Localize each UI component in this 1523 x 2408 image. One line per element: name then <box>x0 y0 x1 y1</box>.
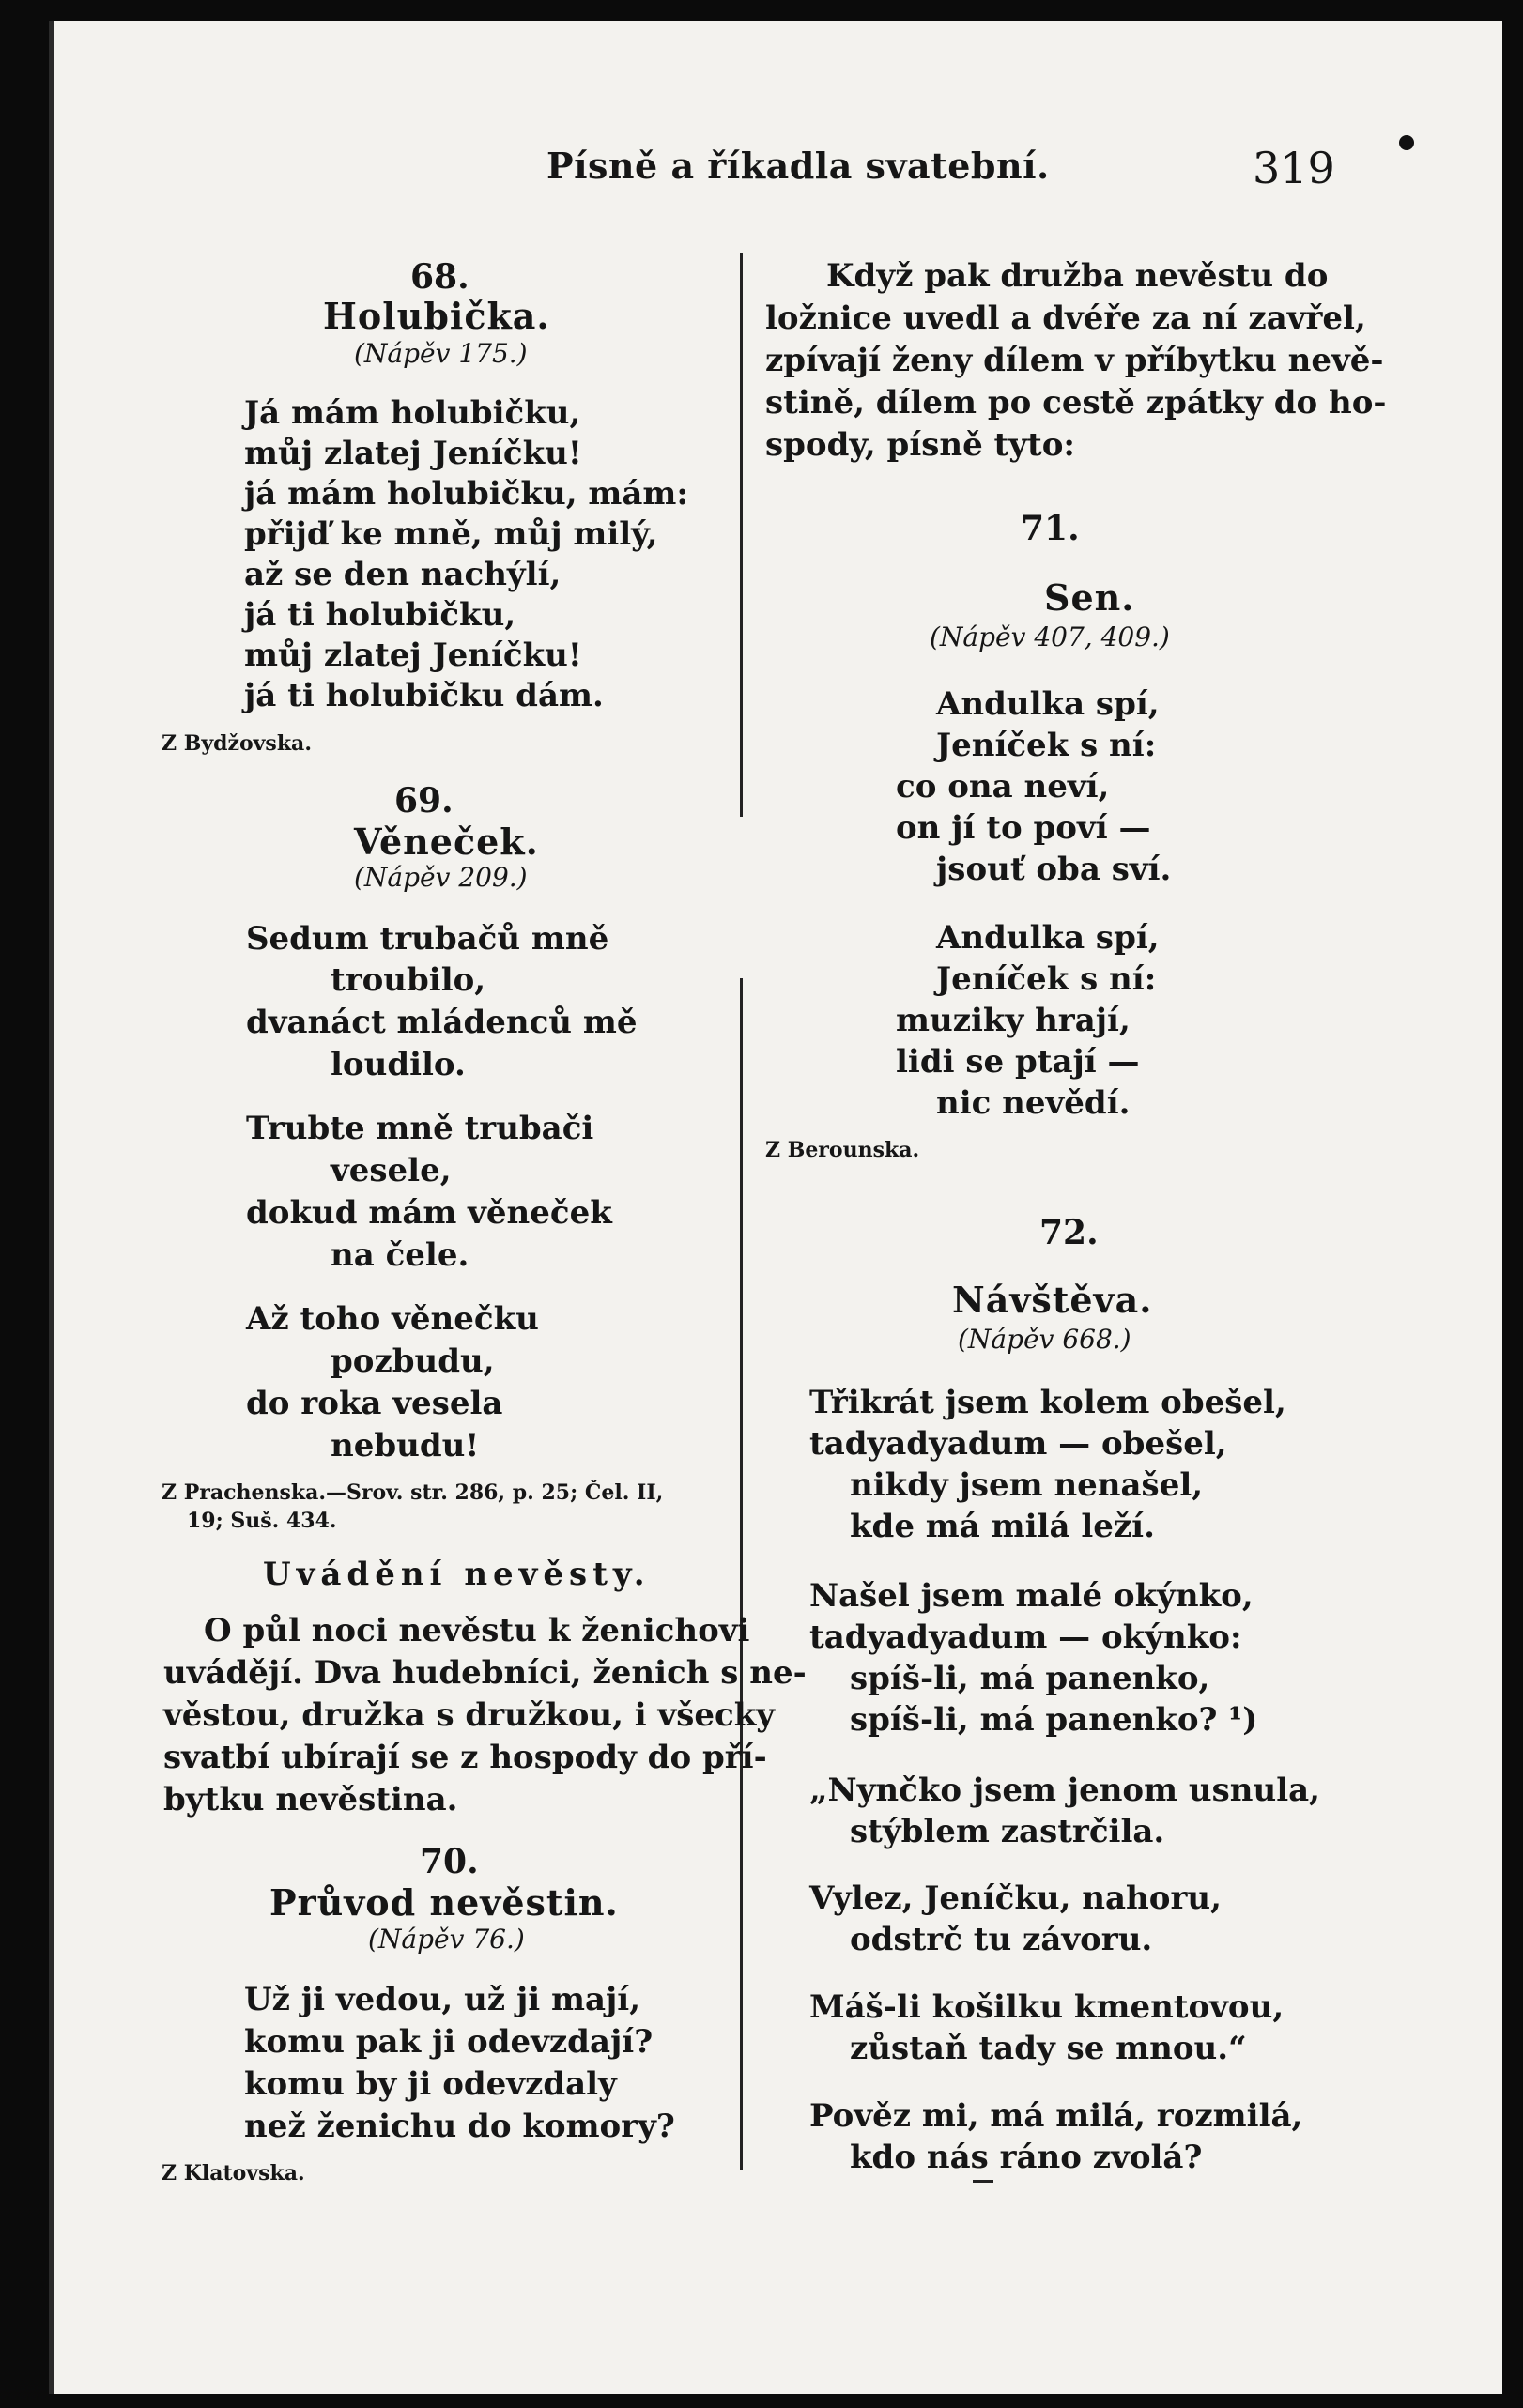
verse-line: Až toho věnečku <box>246 1300 539 1338</box>
verse-line: nikdy jsem nenašel, <box>850 1466 1204 1504</box>
verse-line: tadyadyadum — obešel, <box>809 1425 1227 1463</box>
verse-line: odstrč tu závoru. <box>850 1921 1153 1958</box>
verse-line: jsouť oba sví. <box>936 851 1172 888</box>
verse-line: pozbudu, <box>331 1342 495 1380</box>
verse-line: komu pak ji odevzdají? <box>244 2023 654 2061</box>
song-number: 70. <box>420 1842 479 1881</box>
verse-line: na čele. <box>331 1236 469 1274</box>
song-title: Věneček. <box>354 821 539 863</box>
verse-line: já ti holubičku, <box>244 596 516 634</box>
verse-line: Už ji vedou, už ji mají, <box>244 1981 641 2018</box>
verse-line: co ona neví, <box>896 768 1110 805</box>
verse-line: Sedum trubačů mně <box>246 920 609 958</box>
continuation-mark <box>973 2180 993 2183</box>
book-page <box>49 21 1502 2394</box>
source-note: Z Berounska. <box>765 1138 920 1162</box>
song-number: 71. <box>1021 509 1080 548</box>
verse-line: muziky hrají, <box>896 1002 1131 1039</box>
verse-line: Andulka spí, <box>936 685 1160 723</box>
verse-line: já mám holubičku, mám: <box>244 475 688 513</box>
verse-line: Jeníček s ní: <box>936 727 1157 764</box>
verse-line: troubilo, <box>331 961 486 999</box>
verse-line: až se den nachýlí, <box>244 556 562 593</box>
song-number: 69. <box>394 781 454 821</box>
prose-line: svatbí ubírají se z hospody do pří- <box>163 1739 767 1776</box>
verse-line: já ti holubičku dám. <box>244 677 604 714</box>
song-title: Návštěva. <box>952 1279 1153 1321</box>
napev-reference: (Nápěv 407, 409.) <box>930 621 1170 652</box>
prose-line: zpívají ženy dílem v příbytku nevě- <box>765 342 1384 379</box>
source-note: 19; Suš. 434. <box>187 1509 337 1533</box>
source-note: Z Bydžovska. <box>162 731 312 756</box>
verse-line: můj zlatej Jeníčku! <box>244 435 582 472</box>
verse-line: Našel jsem malé okýnko, <box>809 1577 1254 1615</box>
verse-line: Já mám holubičku, <box>244 394 581 432</box>
verse-line: nic nevědí. <box>936 1084 1131 1122</box>
napev-reference: (Nápěv 76.) <box>368 1924 525 1955</box>
verse-line: Třikrát jsem kolem obešel, <box>809 1384 1286 1421</box>
verse-line: komu by ji odevzdaly <box>244 2065 617 2103</box>
napev-reference: (Nápěv 668.) <box>958 1324 1131 1355</box>
prose-line: ložnice uvedl a dvéře za ní zavřel, <box>765 299 1366 337</box>
verse-line: přijď ke mně, můj milý, <box>244 515 658 553</box>
verse-line: Máš-li košilku kmentovou, <box>809 1988 1285 2026</box>
verse-line: můj zlatej Jeníčku! <box>244 637 582 674</box>
song-title: Průvod nevěstin. <box>269 1881 619 1924</box>
prose-line: uvádějí. Dva hudebníci, ženich s ne- <box>163 1654 807 1692</box>
song-number: 72. <box>1039 1213 1099 1252</box>
verse-line: on jí to poví — <box>896 809 1151 847</box>
prose-line: spody, písně tyto: <box>765 426 1075 464</box>
verse-line: lidi se ptají — <box>896 1043 1140 1081</box>
verse-line: vesele, <box>331 1152 452 1189</box>
prose-line: Když pak družba nevěstu do <box>826 257 1329 295</box>
prose-line: O půl noci nevěstu k ženichovi <box>204 1612 750 1649</box>
verse-line: nebudu! <box>331 1427 480 1465</box>
napev-reference: (Nápěv 209.) <box>354 862 528 893</box>
verse-line: spíš-li, má panenko, <box>850 1660 1210 1697</box>
prose-line: bytku nevěstina. <box>163 1781 458 1818</box>
prose-line: věstou, družka s družkou, i všecky <box>163 1696 776 1734</box>
verse-line: Pověz mi, má milá, rozmilá, <box>809 2097 1303 2135</box>
ink-dot <box>1399 135 1414 150</box>
running-title: Písně a říkadla svatební. <box>546 145 1050 187</box>
page-number: 319 <box>1253 143 1335 193</box>
verse-line: kdo nás ráno zvolá? <box>850 2139 1203 2176</box>
verse-line: Trubte mně trubači <box>246 1110 594 1147</box>
song-title: Holubička. <box>323 295 550 337</box>
verse-line: do roka vesela <box>246 1385 503 1422</box>
verse-line: dokud mám věneček <box>246 1194 612 1232</box>
verse-line: „Nynčko jsem jenom usnula, <box>809 1771 1320 1809</box>
song-number: 68. <box>410 257 469 297</box>
section-heading: Uvádění nevěsty. <box>263 1556 651 1593</box>
prose-line: stině, dílem po cestě zpátky do ho- <box>765 384 1387 422</box>
column-divider <box>740 253 743 817</box>
verse-line: kde má milá leží. <box>850 1508 1155 1545</box>
page-edge <box>49 21 54 2394</box>
verse-line: Vylez, Jeníčku, nahoru, <box>809 1879 1222 1917</box>
verse-line: spíš-li, má panenko? ¹) <box>850 1701 1258 1739</box>
source-note: Z Klatovska. <box>162 2161 305 2186</box>
verse-line: tadyadyadum — okýnko: <box>809 1618 1242 1656</box>
verse-line: než ženichu do komory? <box>244 2108 675 2145</box>
verse-line: zůstaň tady se mnou.“ <box>850 2030 1247 2067</box>
verse-line: dvanáct mládenců mě <box>246 1004 638 1041</box>
column-divider-lower <box>740 978 743 2170</box>
verse-line: Andulka spí, <box>936 919 1160 957</box>
source-note: Z Prachenska.—Srov. str. 286, p. 25; Čel. II, <box>162 1480 664 1505</box>
napev-reference: (Nápěv 175.) <box>354 338 528 369</box>
verse-line: stýblem zastrčila. <box>850 1813 1165 1850</box>
verse-line: Jeníček s ní: <box>936 960 1157 998</box>
song-title: Sen. <box>1044 576 1135 619</box>
verse-line: loudilo. <box>331 1046 466 1083</box>
